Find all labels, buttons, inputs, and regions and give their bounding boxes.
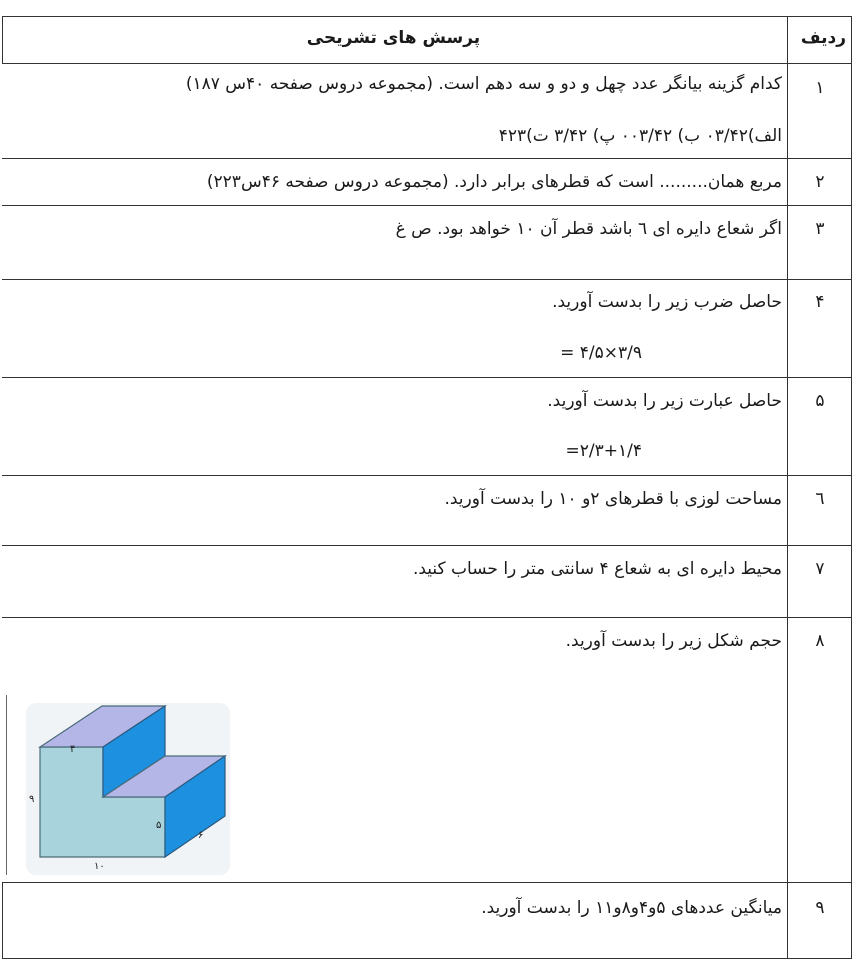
question-text: کدام گزینه بیانگر عدد چهل و دو و سه دهم است. (مجموعه دروس صفحه ۴۰س ۱۸۷): [185, 74, 782, 94]
question-text: حاصل عبارت زیر را بدست آورید.: [547, 391, 782, 411]
page-title: پرسش های تشریحی: [306, 28, 481, 48]
table-rule: [2, 377, 852, 378]
question-text: حجم شکل زیر را بدست آورید.: [565, 631, 782, 651]
scan-edge-line: [6, 695, 7, 875]
table-rule: [2, 279, 852, 280]
math-expression: ۲/۳+۱/۴=: [565, 441, 642, 461]
question-number: ۱: [815, 78, 825, 98]
dimension-label: ۶: [198, 830, 204, 841]
question-text: اگر شعاع دایره ای ٦ باشد قطر آن ۱۰ خواهد بود. ص غ: [395, 219, 782, 239]
table-rule: [2, 63, 852, 64]
question-number: ۲: [815, 172, 825, 192]
dimension-label: ۹: [29, 794, 35, 805]
question-text: میانگین عددهای ۵و۴و۸و۱۱ را بدست آورید.: [481, 898, 782, 918]
question-text: حاصل ضرب زیر را بدست آورید.: [552, 292, 782, 312]
dimension-label: ۱۰: [94, 861, 105, 872]
table-rule: [2, 205, 852, 206]
question-number: ۴: [815, 292, 825, 312]
solid-figure-image: [26, 703, 230, 875]
table-border-top: [2, 16, 852, 17]
question-number: ٦: [815, 489, 825, 509]
question-number: ۹: [815, 898, 825, 918]
table-rule: [2, 475, 852, 476]
dimension-label: ۵: [156, 820, 162, 831]
question-number: ۵: [815, 391, 825, 411]
table-rule: [2, 158, 852, 159]
table-rule: [2, 545, 852, 546]
question-text: محیط دایره ای به شعاع ۴ سانتی متر را حساب کنید.: [412, 559, 782, 579]
question-text: مساحت لوزی با قطرهای ۲و ۱۰ را بدست آورید.: [444, 489, 782, 509]
math-expression: ۳/۹×۴/۵ =: [560, 343, 642, 363]
question-number: ۸: [815, 631, 825, 651]
question-options: الف)۰۳/۴۲ ب) ۰۰۳/۴۲ پ) ۳/۴۲ ت)۴۲۳: [498, 126, 782, 146]
table-rule: [2, 617, 852, 618]
column-header-row: ردیف: [800, 28, 846, 48]
question-number: ۷: [815, 559, 825, 579]
question-number: ۳: [815, 219, 825, 239]
table-border-bottom: [2, 958, 852, 959]
table-rule: [2, 882, 852, 883]
question-text: مربع همان......... است که قطرهای برابر دارد. (مجموعه دروس صفحه ۴۶س۲۲۳): [206, 172, 782, 192]
l-prism-diagram: [26, 703, 230, 875]
table-border-left: [2, 882, 3, 959]
dimension-label: ۴: [70, 744, 76, 755]
